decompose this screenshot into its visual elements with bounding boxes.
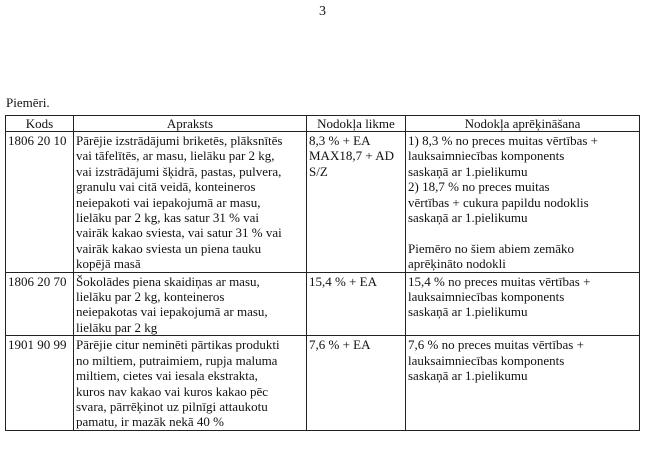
table-row — [6, 336, 640, 430]
calculation-cell-line: lauksaimniecības komponents — [408, 148, 565, 164]
calculation-cell-line: Piemēro no šiem abiem zemāko — [408, 240, 575, 256]
calculation-cell-line: saskaņā ar 1.pielikumu — [408, 210, 528, 226]
description-cell-line: lielāku par 2 kg, konteineros — [76, 289, 225, 305]
code-cell: 1901 90 99 — [6, 336, 74, 430]
table-header-row — [6, 116, 640, 132]
calculation-cell-line: 2) 18,7 % no preces muitas — [408, 179, 550, 195]
description-cell-line: lielāku par 2 kg — [76, 319, 158, 335]
calculation-cell-line: saskaņā ar 1.pielikumu — [408, 163, 528, 179]
description-cell-line: neiepakoti vai iepakojumā ar masu, — [76, 194, 261, 210]
header-kods: Kods — [6, 116, 74, 132]
table-row — [6, 272, 640, 336]
rate-cell-line: 7,6 % + EA — [309, 337, 371, 353]
description-cell — [74, 272, 307, 336]
description-cell-line: vai tāfelītēs, ar masu, lielāku par 2 kg, — [76, 148, 275, 164]
calculation-cell-line: aprēķināto nodokli — [408, 256, 506, 272]
description-cell-line: miltiem, cietes vai iesala ekstrakta, — [76, 368, 258, 384]
code-cell: 1806 20 10 — [6, 132, 74, 273]
description-cell-line: granulu vai citā veidā, konteineros — [76, 179, 256, 195]
rate-cell-line: 15,4 % + EA — [309, 273, 377, 289]
calculation-cell — [406, 132, 640, 273]
header-apraksts: Apraksts — [74, 116, 307, 132]
description-cell-line: vairāk kakao sviesta, vai satur 31 % vai — [76, 225, 282, 241]
header-nodokla-likme: Nodokļa likme — [307, 116, 406, 132]
rate-cell — [307, 336, 406, 430]
description-cell — [74, 132, 307, 273]
examples-heading: Piemēri. — [6, 95, 50, 110]
rate-cell — [307, 132, 406, 273]
header-nodokla-aprekinasana: Nodokļa aprēķināšana — [406, 116, 640, 132]
description-cell-line: kopējā masā — [76, 256, 141, 272]
rate-cell-line: 8,3 % + EA — [309, 133, 371, 148]
description-cell-line: lielāku par 2 kg, kas satur 31 % vai — [76, 210, 260, 226]
calculation-cell-line: lauksaimniecības komponents — [408, 352, 565, 368]
description-cell-line: Pārējie izstrādājumi briketēs, plāksnītēs — [76, 133, 283, 148]
calculation-cell — [406, 272, 640, 336]
description-cell-line: kuros nav kakao vai kuros kakao pēc — [76, 383, 269, 399]
description-cell-line: Šokolādes piena skaidiņas ar masu, — [76, 273, 260, 289]
calculation-cell-line: 7,6 % no preces muitas vērtības + — [408, 337, 584, 353]
calculation-cell-line: 1) 8,3 % no preces muitas vērtības + — [408, 133, 599, 148]
calculation-cell-line: saskaņā ar 1.pielikumu — [408, 304, 528, 320]
table-row — [6, 132, 640, 273]
description-cell-line: pamatu, ir mazāk nekā 40 % — [76, 414, 224, 430]
calculation-cell-line: vērtības + cukura papildu nodoklis — [408, 194, 589, 210]
calculation-cell — [406, 336, 640, 430]
page-number: 3 — [319, 4, 326, 19]
description-cell-line: no miltiem, putraimiem, rupja maluma — [76, 352, 278, 368]
code-cell: 1806 20 70 — [6, 272, 74, 336]
description-cell-line: vai izstrādājumi šķidrā, pastas, pulvera, — [76, 163, 282, 179]
blank-line — [408, 225, 637, 240]
rate-cell-line: S/Z — [309, 163, 328, 179]
description-cell-line: svara, pārrēķinot uz pilnīgi attaukotu — [76, 398, 268, 414]
description-cell — [74, 336, 307, 430]
description-cell-line: neiepakotas vai iepakojumā ar masu, — [76, 304, 268, 320]
rate-cell — [307, 272, 406, 336]
description-cell-line: Pārējie citur neminēti pārtikas produkti — [76, 337, 280, 353]
calculation-cell-line: saskaņā ar 1.pielikumu — [408, 368, 528, 384]
description-cell-line: vairāk kakao sviesta un piena tauku — [76, 240, 262, 256]
calculation-cell-line: 15,4 % no preces muitas vērtības + — [408, 273, 591, 289]
calculation-cell-line: lauksaimniecības komponents — [408, 289, 565, 305]
tax-rate-table — [5, 115, 640, 431]
rate-cell-line: MAX18,7 + AD — [309, 148, 394, 164]
